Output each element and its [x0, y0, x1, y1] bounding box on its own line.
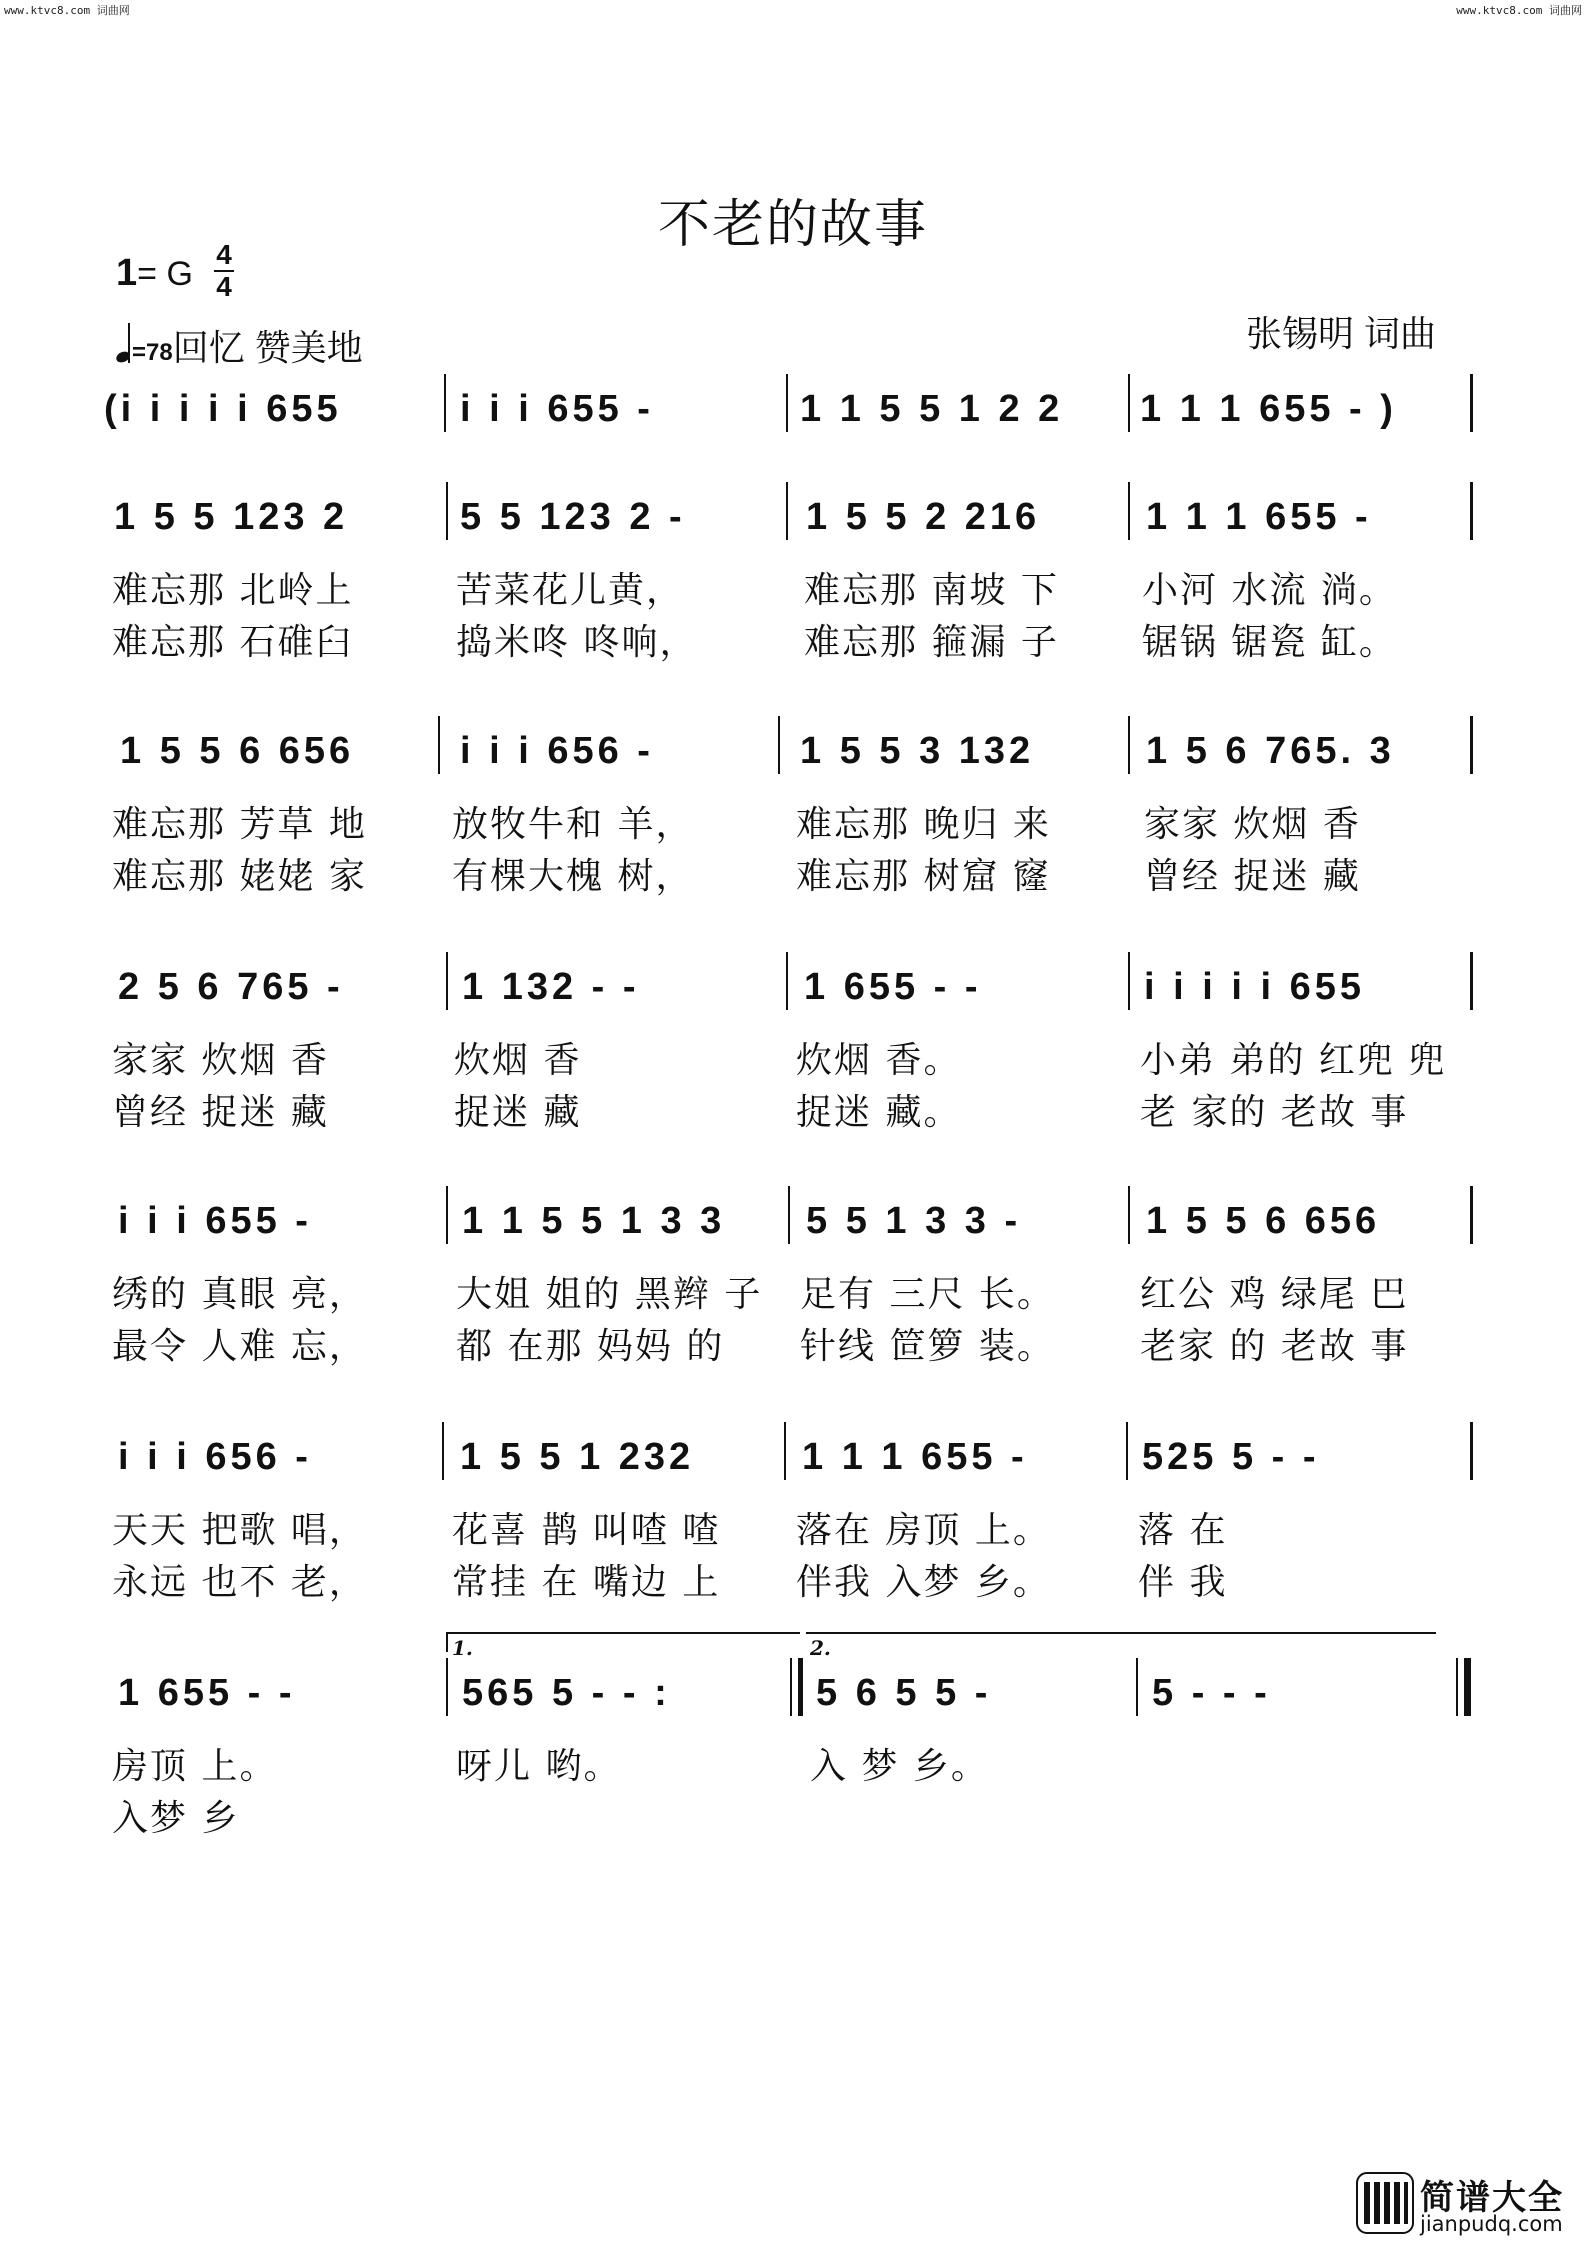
measure: 1 132 - -: [462, 966, 640, 1008]
repeat-barline: [790, 1658, 792, 1716]
lyric: 落在 房顶 上。: [796, 1510, 1051, 1551]
lyric: 大姐 姐的 黑辫 子: [456, 1274, 763, 1315]
barline: [788, 1186, 790, 1244]
tempo-marking: [116, 320, 363, 371]
measure: i i i i i 655: [1144, 966, 1365, 1008]
notes-line: [0, 1436, 1586, 1496]
lyric: 老家 的 老故 事: [1140, 1326, 1409, 1367]
measure: 1 655 - -: [118, 1672, 296, 1714]
barline: [1126, 1422, 1128, 1480]
lyric: 锯锅 锯瓷 缸。: [1142, 622, 1397, 663]
notes-line: [0, 966, 1586, 1026]
measure: 1 5 5 6 656: [120, 730, 355, 772]
time-signature: [212, 240, 236, 302]
barline: [1128, 482, 1130, 540]
barline: [1128, 1186, 1130, 1244]
lyric: 绣的 真眼 亮，: [112, 1274, 367, 1315]
barline: [786, 374, 788, 432]
lyric: 小弟 弟的 红兜 兜: [1140, 1040, 1447, 1081]
logo-site: jianpudq.com: [1420, 2212, 1563, 2236]
lyric: 落 在: [1138, 1510, 1228, 1551]
piano-keys-icon: [1356, 2172, 1414, 2234]
lyric: 炊烟 香。: [796, 1040, 962, 1081]
lyric: 老 家的 老故 事: [1140, 1092, 1409, 1133]
key-equals: = G: [137, 255, 193, 293]
lyric: 房顶 上。: [112, 1746, 278, 1787]
barline: [446, 482, 448, 540]
measure: 5 6 5 5 -: [816, 1672, 992, 1714]
measure: 1 1 5 5 1 2 2: [800, 388, 1064, 430]
measure: i i i 655 -: [460, 388, 654, 430]
measure: 1 5 5 6 656: [1146, 1200, 1381, 1242]
header-right-watermark: www.ktvc8.com 词曲网: [1456, 4, 1582, 17]
barline: [444, 374, 446, 432]
volta-first-ending: [446, 1632, 800, 1660]
lyric: 花喜 鹊 叫喳 喳: [452, 1510, 721, 1551]
lyric: 永远 也不 老，: [112, 1562, 367, 1603]
note-stem: [128, 323, 130, 363]
notes-line: [0, 388, 1586, 448]
barline: [786, 482, 788, 540]
notes-line: [0, 1200, 1586, 1260]
lyric: 难忘那 北岭上: [112, 570, 354, 611]
measure: 1 1 1 655 -: [1146, 496, 1372, 538]
lyric: 捉迷 藏。: [796, 1092, 962, 1133]
lyric: 难忘那 晚归 来: [796, 804, 1051, 845]
barline: [446, 1186, 448, 1244]
measure: 1 5 6 765. 3: [1146, 730, 1395, 772]
site-logo: [1356, 2170, 1586, 2245]
lyric: 伴我 入梦 乡。: [796, 1562, 1051, 1603]
measure: 1 1 1 655 - ): [1140, 388, 1397, 430]
measure: (i i i i i 655: [104, 388, 342, 430]
barline: [446, 1658, 448, 1716]
barline: [784, 1422, 786, 1480]
lyric: 难忘那 芳草 地: [112, 804, 367, 845]
lyric: 苦菜花儿黄，: [456, 570, 685, 611]
barline: [1470, 1186, 1473, 1244]
lyric: 放牧牛和 羊，: [452, 804, 694, 845]
measure: i i i 656 -: [460, 730, 654, 772]
barline: [1470, 374, 1473, 432]
measure: 525 5 - -: [1142, 1436, 1320, 1478]
lyric: 难忘那 姥姥 家: [112, 856, 367, 897]
barline: [442, 1422, 444, 1480]
lyric: 炊烟 香: [454, 1040, 582, 1081]
lyric: 足有 三尺 长。: [800, 1274, 1055, 1315]
measure: 565 5 - - :: [462, 1672, 671, 1714]
lyric: 有棵大槐 树，: [452, 856, 694, 897]
key-signature: [116, 252, 193, 295]
barline: [446, 952, 448, 1010]
lyric: 难忘那 树窟 窿: [796, 856, 1051, 897]
volta-second-ending: [806, 1632, 1436, 1660]
song-title: 不老的故事: [657, 195, 928, 255]
measure: 2 5 6 765 -: [118, 966, 344, 1008]
barline: [1128, 952, 1130, 1010]
lyric: 家家 炊烟 香: [1144, 804, 1361, 845]
lyric: 常挂 在 嘴边 上: [452, 1562, 721, 1603]
barline: [1470, 482, 1473, 540]
barline: [1128, 374, 1130, 432]
measure: 1 5 5 1 232: [460, 1436, 695, 1478]
measure: 1 1 5 5 1 3 3: [462, 1200, 726, 1242]
header-left-watermark: www.ktvc8.com 词曲网: [4, 4, 130, 17]
lyric: 难忘那 箍漏 子: [804, 622, 1059, 663]
lyric: 红公 鸡 绿尾 巴: [1140, 1274, 1409, 1315]
lyric: 难忘那 石碓臼: [112, 622, 354, 663]
volta-first-label: 1.: [452, 1636, 473, 1660]
lyric: 伴 我: [1138, 1562, 1228, 1603]
measure: 1 655 - -: [804, 966, 982, 1008]
notes-line: [0, 496, 1586, 556]
barline: [778, 716, 780, 774]
barline: [786, 952, 788, 1010]
author-credit: 张锡明 词曲: [1246, 313, 1437, 354]
volta-second-label: 2.: [810, 1636, 831, 1660]
measure: 1 5 5 3 132: [800, 730, 1035, 772]
notes-line: [0, 730, 1586, 790]
measure: 1 5 5 123 2: [114, 496, 349, 538]
tempo-expression: 回忆 赞美地: [172, 327, 363, 368]
notes-line: [0, 1672, 1586, 1732]
lyric: 曾经 捉迷 藏: [112, 1092, 329, 1133]
barline: [1136, 1658, 1138, 1716]
measure: 1 1 1 655 -: [802, 1436, 1028, 1478]
lyric: 难忘那 南坡 下: [804, 570, 1059, 611]
measure: i i i 655 -: [118, 1200, 312, 1242]
repeat-barline-thick: [798, 1658, 803, 1716]
barline: [438, 716, 440, 774]
final-barline-thick: [1464, 1658, 1471, 1716]
lyric: 捉迷 藏: [454, 1092, 582, 1133]
barline: [1470, 952, 1473, 1010]
logo-brand: 简谱大全: [1420, 2178, 1564, 2218]
key-tonic: 1: [116, 252, 138, 294]
measure: 5 - - -: [1152, 1672, 1271, 1714]
measure: i i i 656 -: [118, 1436, 312, 1478]
lyric: 针线 笸箩 装。: [800, 1326, 1055, 1367]
lyric: 入梦 乡: [112, 1798, 240, 1839]
lyric: 家家 炊烟 香: [112, 1040, 329, 1081]
lyric: 呀儿 哟。: [456, 1746, 622, 1787]
lyric: 曾经 捉迷 藏: [1144, 856, 1361, 897]
time-signature-bottom: 4: [216, 271, 232, 302]
lyric: 最令 人难 忘，: [112, 1326, 367, 1367]
lyric: 天天 把歌 唱，: [112, 1510, 367, 1551]
measure: 5 5 123 2 -: [460, 496, 686, 538]
barline: [1128, 716, 1130, 774]
tempo-bpm: =78: [132, 339, 173, 366]
barline: [1470, 716, 1473, 774]
lyric: 小河 水流 淌。: [1142, 570, 1397, 611]
lyric: 都 在那 妈妈 的: [456, 1326, 725, 1367]
measure: 1 5 5 2 216: [806, 496, 1041, 538]
barline: [1470, 1422, 1473, 1480]
lyric: 捣米咚 咚响，: [456, 622, 698, 663]
time-signature-top: 4: [216, 239, 232, 270]
measure: 5 5 1 3 3 -: [806, 1200, 1022, 1242]
lyric: 入 梦 乡。: [810, 1746, 989, 1787]
final-barline: [1456, 1658, 1458, 1716]
